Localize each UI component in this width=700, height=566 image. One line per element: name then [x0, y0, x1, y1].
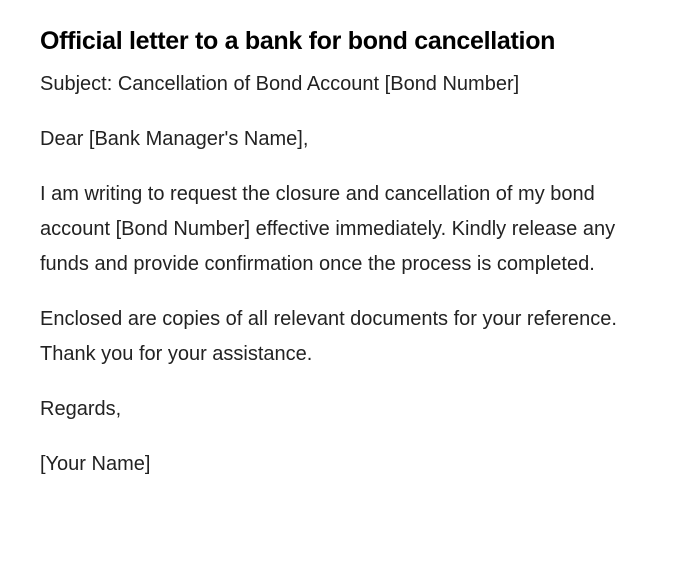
letter-subject: Subject: Cancellation of Bond Account [Bond Number] — [40, 73, 520, 95]
letter-body-paragraph-2: Enclosed are copies of all relevant documents for your reference. Thank you for your assistance. — [40, 308, 617, 365]
letter-salutation: Dear [Bank Manager's Name], — [40, 128, 309, 150]
letter-signature: [Your Name] — [40, 453, 151, 475]
letter-document — [40, 24, 660, 482]
letter-body-paragraph-1: I am writing to request the closure and cancellation of my bond account [Bond Number] effective immediately. Kindly release any funds and provide confirmation once the process is completed. — [40, 183, 616, 275]
letter-title: Official letter to a bank for bond cancellation — [40, 27, 556, 55]
letter-closing: Regards, — [40, 398, 122, 420]
